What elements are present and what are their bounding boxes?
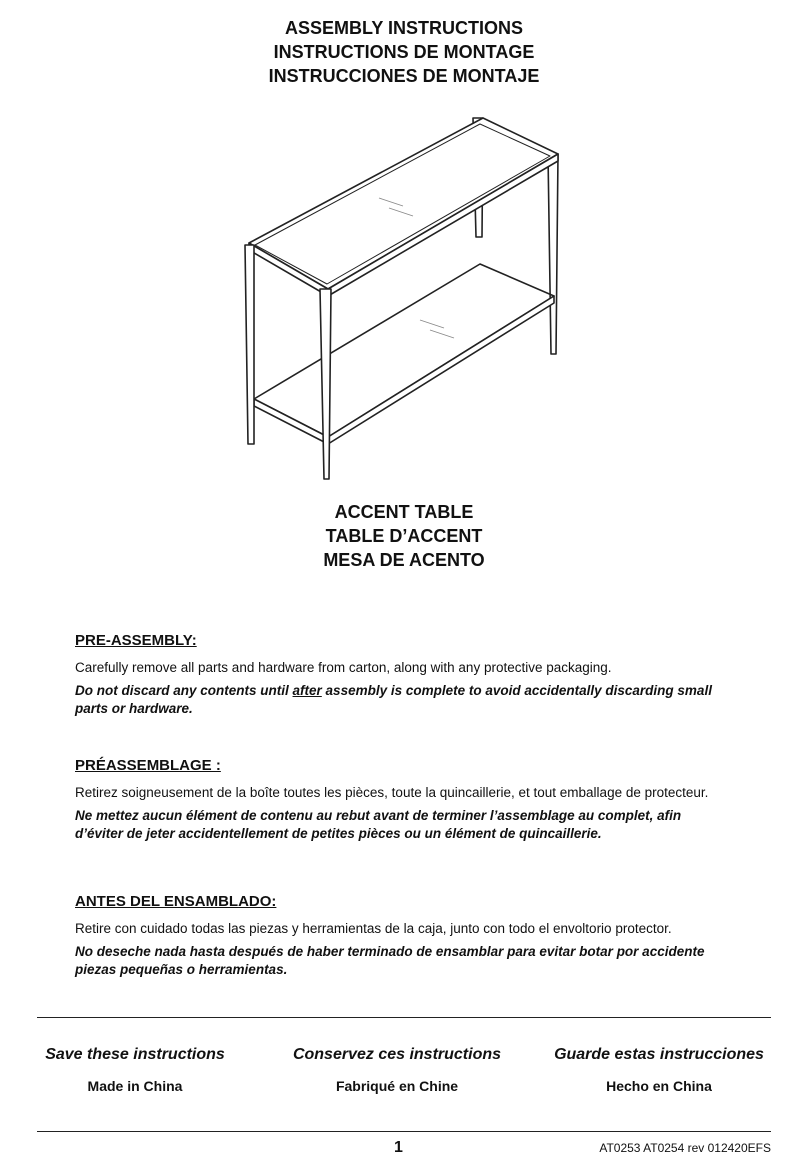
- section-body: Retire con cuidado todas las piezas y herramientas de la caja, junto con todo el envoltorio protector.: [75, 921, 672, 936]
- product-name: [0, 500, 808, 572]
- footer-divider-bottom: [37, 1131, 771, 1132]
- section-heading: ANTES DEL ENSAMBLADO:: [75, 893, 277, 910]
- section-warning: Ne mettez aucun élément de contenu au rebut avant de terminer l’assemblage au complet, afin d’éviter de jeter accidentellement de petites pièces ou un élément de quincaillerie.: [75, 808, 682, 841]
- document-code: AT0253 AT0254 rev 012420EFS: [599, 1141, 771, 1155]
- preassemblage-section: [75, 757, 725, 843]
- section-heading: PRE-ASSEMBLY:: [75, 632, 197, 649]
- made-in-text: Made in China: [87, 1078, 183, 1094]
- antes-del-ensamblado-section: [75, 893, 725, 979]
- accent-table-illustration: [240, 112, 570, 487]
- section-body: Carefully remove all parts and hardware from carton, along with any protective packaging.: [75, 660, 612, 675]
- save-instructions-text: Guarde estas instrucciones: [554, 1046, 764, 1063]
- section-warning: No deseche nada hasta después de haber terminado de ensamblar para evitar botar por accidente piezas pequeñas o herramientas.: [75, 944, 705, 977]
- made-in-text: Hecho en China: [606, 1078, 712, 1094]
- footer-english: [5, 1046, 265, 1094]
- product-name-english: ACCENT TABLE: [334, 502, 474, 522]
- section-body: Retirez soigneusement de la boîte toutes les pièces, toute la quincaillerie, et tout emballage de protecteur.: [75, 785, 709, 800]
- document-title: [0, 16, 808, 88]
- pre-assembly-section: [75, 632, 725, 718]
- title-french: INSTRUCTIONS DE MONTAGE: [273, 42, 535, 62]
- product-name-spanish: MESA DE ACENTO: [323, 550, 485, 570]
- save-instructions-text: Save these instructions: [45, 1046, 225, 1063]
- page-number: 1: [394, 1139, 403, 1156]
- footer-french: [267, 1046, 527, 1094]
- title-english: ASSEMBLY INSTRUCTIONS: [284, 18, 524, 38]
- footer-spanish: [529, 1046, 789, 1094]
- section-heading: PRÉASSEMBLAGE :: [75, 757, 221, 774]
- title-spanish: INSTRUCCIONES DE MONTAJE: [268, 66, 540, 86]
- section-warning: Do not discard any contents until after assembly is complete to avoid accidentally discarding small parts or hardware.: [75, 683, 712, 716]
- footer-divider-top: [37, 1017, 771, 1018]
- product-name-french: TABLE D’ACCENT: [325, 526, 483, 546]
- save-instructions-text: Conservez ces instructions: [292, 1046, 502, 1063]
- made-in-text: Fabriqué en Chine: [335, 1078, 459, 1094]
